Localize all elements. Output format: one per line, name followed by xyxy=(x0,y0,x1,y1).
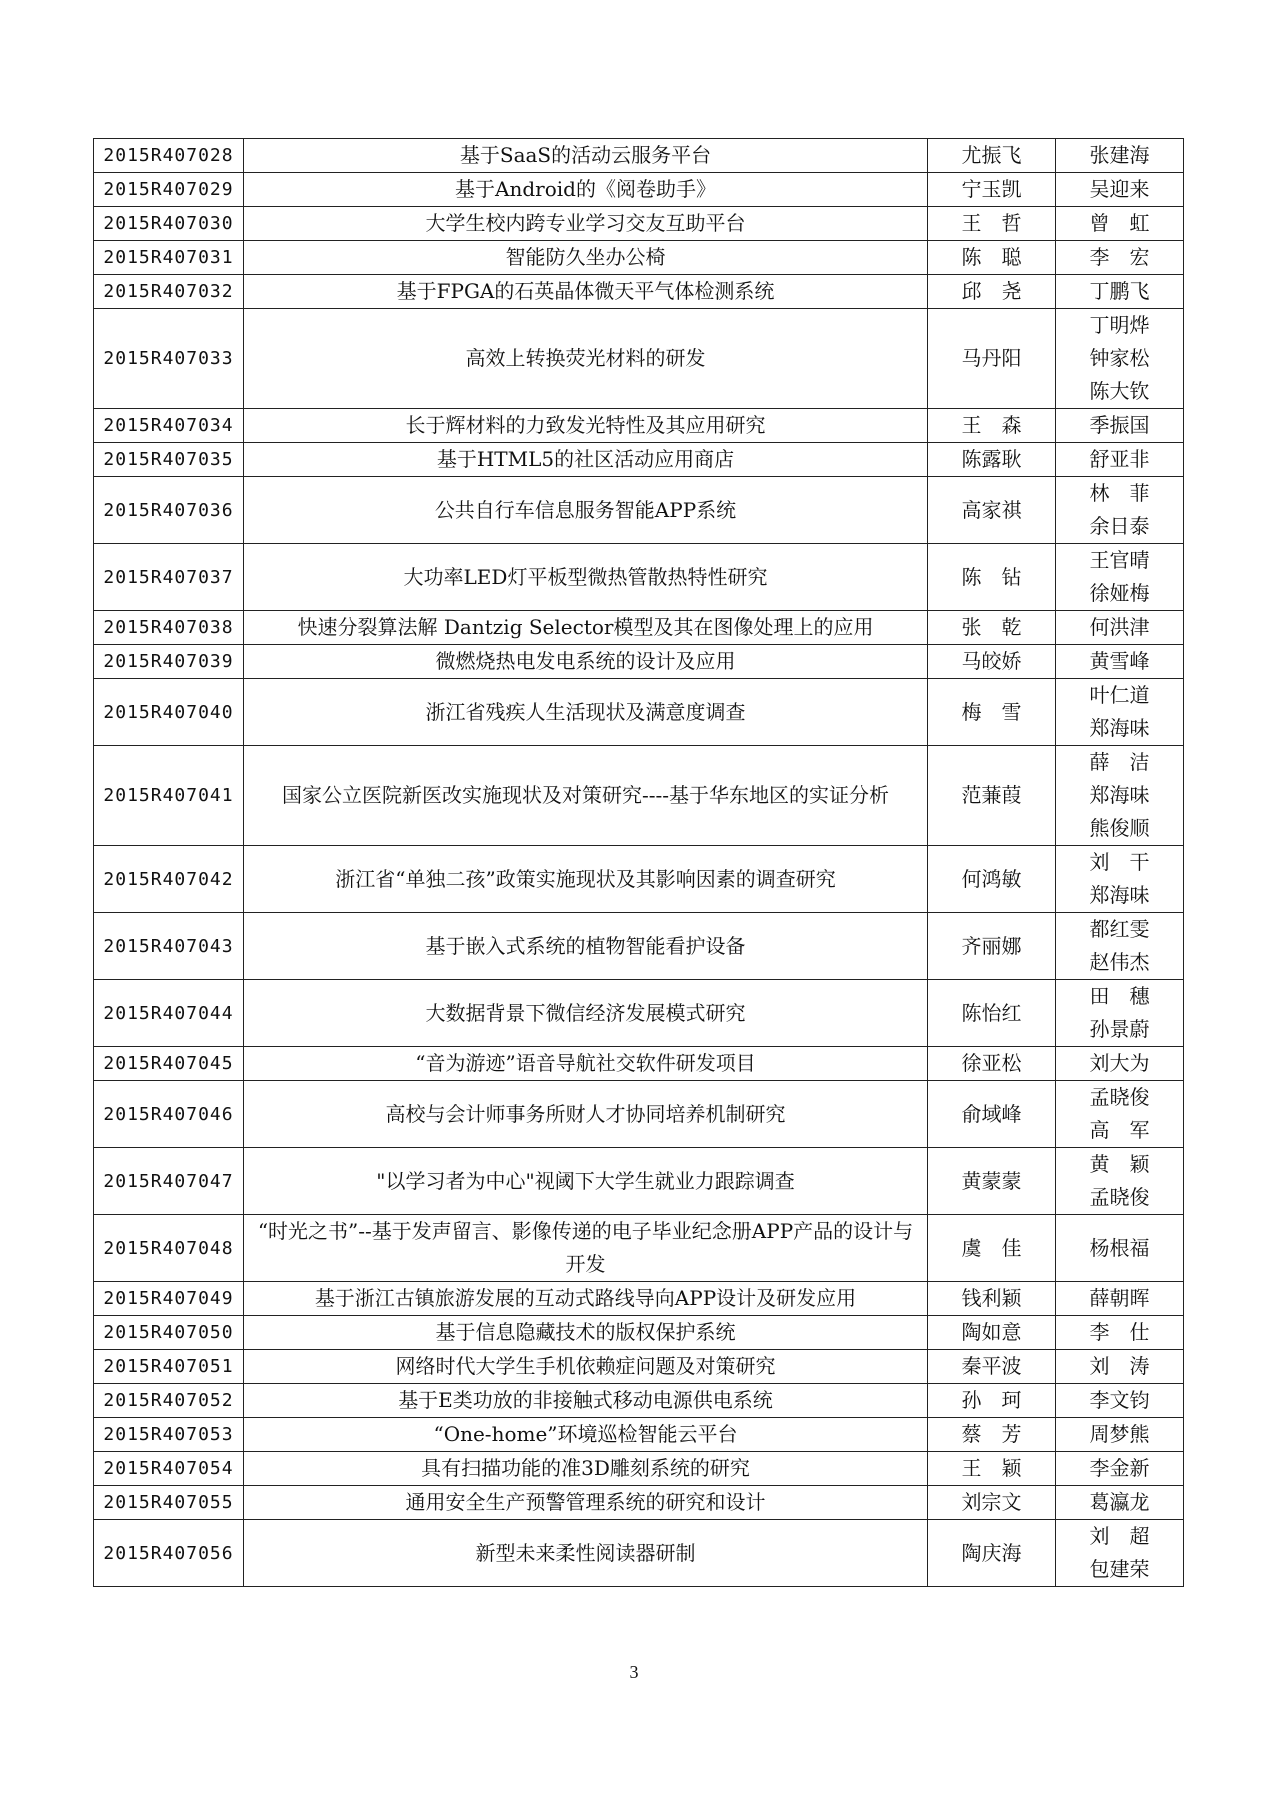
project-leader: 陶如意 xyxy=(928,1316,1056,1350)
table-row xyxy=(94,980,1184,1047)
project-title: 通用安全生产预警管理系统的研究和设计 xyxy=(244,1486,928,1520)
advisor-name: 季振国 xyxy=(1089,413,1150,437)
project-code: 2015R407046 xyxy=(94,1081,244,1148)
project-title: 具有扫描功能的准3D雕刻系统的研究 xyxy=(244,1452,928,1486)
project-title: “音为游迹”语音导航社交软件研发项目 xyxy=(244,1047,928,1081)
project-leader: 王 哲 xyxy=(928,207,1056,241)
project-title: 大功率LED灯平板型微热管散热特性研究 xyxy=(244,544,928,611)
page-number: 3 xyxy=(629,1662,639,1682)
table-row xyxy=(94,477,1184,544)
advisor-name: 刘 超 xyxy=(1089,1524,1150,1548)
project-leader: 马丹阳 xyxy=(928,309,1056,409)
project-title: 大学生校内跨专业学习交友互助平台 xyxy=(244,207,928,241)
project-advisors xyxy=(1056,1350,1184,1384)
project-code: 2015R407048 xyxy=(94,1215,244,1282)
advisor-name: 孟晓俊 xyxy=(1089,1085,1150,1109)
project-advisors xyxy=(1056,1215,1184,1282)
project-code: 2015R407045 xyxy=(94,1047,244,1081)
advisor-name: 李 仕 xyxy=(1089,1320,1150,1344)
table-row xyxy=(94,679,1184,746)
project-title: 高效上转换荧光材料的研发 xyxy=(244,309,928,409)
project-code: 2015R407054 xyxy=(94,1452,244,1486)
project-advisors xyxy=(1056,1316,1184,1350)
table-row xyxy=(94,846,1184,913)
project-advisors xyxy=(1056,544,1184,611)
table-row xyxy=(94,275,1184,309)
project-title: "以学习者为中心"视阈下大学生就业力跟踪调查 xyxy=(244,1148,928,1215)
advisor-name: 王官晴 xyxy=(1089,548,1150,572)
table-row xyxy=(94,409,1184,443)
project-leader: 徐亚松 xyxy=(928,1047,1056,1081)
project-leader: 何鸿敏 xyxy=(928,846,1056,913)
table-row xyxy=(94,1384,1184,1418)
project-code: 2015R407052 xyxy=(94,1384,244,1418)
project-leader: 陈怡红 xyxy=(928,980,1056,1047)
advisor-name: 余日泰 xyxy=(1089,514,1150,538)
project-code: 2015R407029 xyxy=(94,173,244,207)
advisor-name: 刘大为 xyxy=(1089,1051,1150,1075)
project-code: 2015R407055 xyxy=(94,1486,244,1520)
advisor-name: 郑海味 xyxy=(1089,883,1150,907)
project-title: “One-home”环境巡检智能云平台 xyxy=(244,1418,928,1452)
table-row xyxy=(94,139,1184,173)
table-row xyxy=(94,309,1184,409)
advisor-name: 李文钧 xyxy=(1089,1388,1150,1412)
project-code: 2015R407030 xyxy=(94,207,244,241)
table-row xyxy=(94,1350,1184,1384)
advisor-name: 曾 虹 xyxy=(1089,211,1150,235)
table-row xyxy=(94,1148,1184,1215)
project-leader: 刘宗文 xyxy=(928,1486,1056,1520)
project-title: 基于信息隐藏技术的版权保护系统 xyxy=(244,1316,928,1350)
project-advisors xyxy=(1056,1486,1184,1520)
project-code: 2015R407047 xyxy=(94,1148,244,1215)
project-advisors xyxy=(1056,241,1184,275)
project-code: 2015R407040 xyxy=(94,679,244,746)
project-code: 2015R407031 xyxy=(94,241,244,275)
project-leader: 尤振飞 xyxy=(928,139,1056,173)
project-leader: 宁玉凯 xyxy=(928,173,1056,207)
project-advisors xyxy=(1056,1384,1184,1418)
project-leader: 范蒹葭 xyxy=(928,746,1056,846)
project-code: 2015R407041 xyxy=(94,746,244,846)
project-title: 长于辉材料的力致发光特性及其应用研究 xyxy=(244,409,928,443)
advisor-name: 丁明烨 xyxy=(1089,313,1150,337)
table-row xyxy=(94,913,1184,980)
advisor-name: 黄 颖 xyxy=(1089,1152,1150,1176)
advisor-name: 李 宏 xyxy=(1089,245,1150,269)
project-title: 基于嵌入式系统的植物智能看护设备 xyxy=(244,913,928,980)
project-title: 国家公立医院新医改实施现状及对策研究----基于华东地区的实证分析 xyxy=(244,746,928,846)
table-row xyxy=(94,544,1184,611)
project-leader: 张 乾 xyxy=(928,611,1056,645)
advisor-name: 林 菲 xyxy=(1089,481,1150,505)
project-code: 2015R407028 xyxy=(94,139,244,173)
project-leader: 虞 佳 xyxy=(928,1215,1056,1282)
advisor-name: 李金新 xyxy=(1089,1456,1150,1480)
project-leader: 陈 钻 xyxy=(928,544,1056,611)
project-code: 2015R407037 xyxy=(94,544,244,611)
project-advisors xyxy=(1056,1418,1184,1452)
project-advisors xyxy=(1056,139,1184,173)
project-advisors xyxy=(1056,1520,1184,1587)
project-code: 2015R407044 xyxy=(94,980,244,1047)
advisor-name: 包建荣 xyxy=(1089,1557,1150,1581)
table-row xyxy=(94,1452,1184,1486)
project-leader: 孙 珂 xyxy=(928,1384,1056,1418)
project-advisors xyxy=(1056,1047,1184,1081)
project-table-body xyxy=(94,139,1184,1587)
advisor-name: 熊俊顺 xyxy=(1089,816,1150,840)
project-title: 网络时代大学生手机依赖症问题及对策研究 xyxy=(244,1350,928,1384)
project-advisors xyxy=(1056,980,1184,1047)
project-code: 2015R407042 xyxy=(94,846,244,913)
project-title: “时光之书”--基于发声留言、影像传递的电子毕业纪念册APP产品的设计与开发 xyxy=(244,1215,928,1282)
advisor-name: 郑海味 xyxy=(1089,716,1150,740)
project-code: 2015R407032 xyxy=(94,275,244,309)
table-row xyxy=(94,1486,1184,1520)
project-leader: 钱利颖 xyxy=(928,1282,1056,1316)
table-row xyxy=(94,1047,1184,1081)
project-advisors xyxy=(1056,309,1184,409)
project-leader: 陈 聪 xyxy=(928,241,1056,275)
table-row xyxy=(94,1520,1184,1587)
project-title: 基于E类功放的非接触式移动电源供电系统 xyxy=(244,1384,928,1418)
project-advisors xyxy=(1056,477,1184,544)
project-title: 快速分裂算法解 Dantzig Selector模型及其在图像处理上的应用 xyxy=(244,611,928,645)
project-advisors xyxy=(1056,611,1184,645)
project-title: 浙江省残疾人生活现状及满意度调查 xyxy=(244,679,928,746)
advisor-name: 舒亚非 xyxy=(1089,447,1150,471)
project-advisors xyxy=(1056,645,1184,679)
project-title: 基于HTML5的社区活动应用商店 xyxy=(244,443,928,477)
table-row xyxy=(94,443,1184,477)
project-code: 2015R407038 xyxy=(94,611,244,645)
project-table xyxy=(93,138,1184,1587)
project-code: 2015R407034 xyxy=(94,409,244,443)
advisor-name: 孟晓俊 xyxy=(1089,1185,1150,1209)
project-leader: 王 颖 xyxy=(928,1452,1056,1486)
advisor-name: 张建海 xyxy=(1089,143,1150,167)
table-row xyxy=(94,173,1184,207)
advisor-name: 陈大钦 xyxy=(1089,379,1150,403)
advisor-name: 田 穗 xyxy=(1089,984,1150,1008)
project-code: 2015R407051 xyxy=(94,1350,244,1384)
advisor-name: 黄雪峰 xyxy=(1089,649,1150,673)
project-advisors xyxy=(1056,746,1184,846)
project-leader: 黄蒙蒙 xyxy=(928,1148,1056,1215)
advisor-name: 刘 干 xyxy=(1089,850,1150,874)
project-leader: 梅 雪 xyxy=(928,679,1056,746)
project-title: 基于FPGA的石英晶体微天平气体检测系统 xyxy=(244,275,928,309)
project-leader: 俞域峰 xyxy=(928,1081,1056,1148)
advisor-name: 何洪津 xyxy=(1089,615,1150,639)
project-leader: 齐丽娜 xyxy=(928,913,1056,980)
project-code: 2015R407043 xyxy=(94,913,244,980)
project-code: 2015R407036 xyxy=(94,477,244,544)
project-advisors xyxy=(1056,1452,1184,1486)
project-advisors xyxy=(1056,1148,1184,1215)
project-code: 2015R407039 xyxy=(94,645,244,679)
project-title: 高校与会计师事务所财人才协同培养机制研究 xyxy=(244,1081,928,1148)
advisor-name: 叶仁道 xyxy=(1089,683,1150,707)
advisor-name: 刘 涛 xyxy=(1089,1354,1150,1378)
project-title: 大数据背景下微信经济发展模式研究 xyxy=(244,980,928,1047)
advisor-name: 丁鹏飞 xyxy=(1089,279,1150,303)
project-advisors xyxy=(1056,1081,1184,1148)
table-row xyxy=(94,207,1184,241)
project-code: 2015R407053 xyxy=(94,1418,244,1452)
project-leader: 马皎娇 xyxy=(928,645,1056,679)
project-leader: 陶庆海 xyxy=(928,1520,1056,1587)
project-leader: 邱 尧 xyxy=(928,275,1056,309)
advisor-name: 吴迎来 xyxy=(1089,177,1150,201)
table-row xyxy=(94,1282,1184,1316)
project-leader: 秦平波 xyxy=(928,1350,1056,1384)
project-advisors xyxy=(1056,679,1184,746)
advisor-name: 周梦熊 xyxy=(1089,1422,1150,1446)
advisor-name: 高 军 xyxy=(1089,1118,1150,1142)
table-row xyxy=(94,1081,1184,1148)
project-advisors xyxy=(1056,846,1184,913)
table-row xyxy=(94,611,1184,645)
project-advisors xyxy=(1056,1282,1184,1316)
project-advisors xyxy=(1056,409,1184,443)
project-advisors xyxy=(1056,275,1184,309)
table-row xyxy=(94,1418,1184,1452)
advisor-name: 薛 洁 xyxy=(1089,750,1150,774)
advisor-name: 徐娅梅 xyxy=(1089,581,1150,605)
table-row xyxy=(94,1316,1184,1350)
project-title: 公共自行车信息服务智能APP系统 xyxy=(244,477,928,544)
project-advisors xyxy=(1056,207,1184,241)
project-code: 2015R407033 xyxy=(94,309,244,409)
advisor-name: 郑海味 xyxy=(1089,783,1150,807)
advisor-name: 赵伟杰 xyxy=(1089,950,1150,974)
advisor-name: 杨根福 xyxy=(1089,1235,1150,1260)
table-row xyxy=(94,746,1184,846)
table-row xyxy=(94,1215,1184,1282)
project-title: 新型未来柔性阅读器研制 xyxy=(244,1520,928,1587)
project-leader: 高家祺 xyxy=(928,477,1056,544)
project-leader: 陈露耿 xyxy=(928,443,1056,477)
advisor-name: 葛瀛龙 xyxy=(1089,1490,1150,1514)
project-advisors xyxy=(1056,443,1184,477)
advisor-name: 都红雯 xyxy=(1089,917,1150,941)
table-row xyxy=(94,241,1184,275)
project-title: 微燃烧热电发电系统的设计及应用 xyxy=(244,645,928,679)
table-row xyxy=(94,645,1184,679)
project-advisors xyxy=(1056,173,1184,207)
advisor-name: 薛朝晖 xyxy=(1089,1286,1150,1310)
project-code: 2015R407049 xyxy=(94,1282,244,1316)
project-code: 2015R407056 xyxy=(94,1520,244,1587)
advisor-name: 孙景蔚 xyxy=(1089,1017,1150,1041)
advisor-name: 钟家松 xyxy=(1089,346,1150,370)
project-code: 2015R407035 xyxy=(94,443,244,477)
project-leader: 王 森 xyxy=(928,409,1056,443)
project-title: 浙江省“单独二孩”政策实施现状及其影响因素的调查研究 xyxy=(244,846,928,913)
project-title: 基于SaaS的活动云服务平台 xyxy=(244,139,928,173)
project-code: 2015R407050 xyxy=(94,1316,244,1350)
project-title: 基于浙江古镇旅游发展的互动式路线导向APP设计及研发应用 xyxy=(244,1282,928,1316)
project-title: 基于Android的《阅卷助手》 xyxy=(244,173,928,207)
project-advisors xyxy=(1056,913,1184,980)
project-leader: 蔡 芳 xyxy=(928,1418,1056,1452)
project-title: 智能防久坐办公椅 xyxy=(244,241,928,275)
